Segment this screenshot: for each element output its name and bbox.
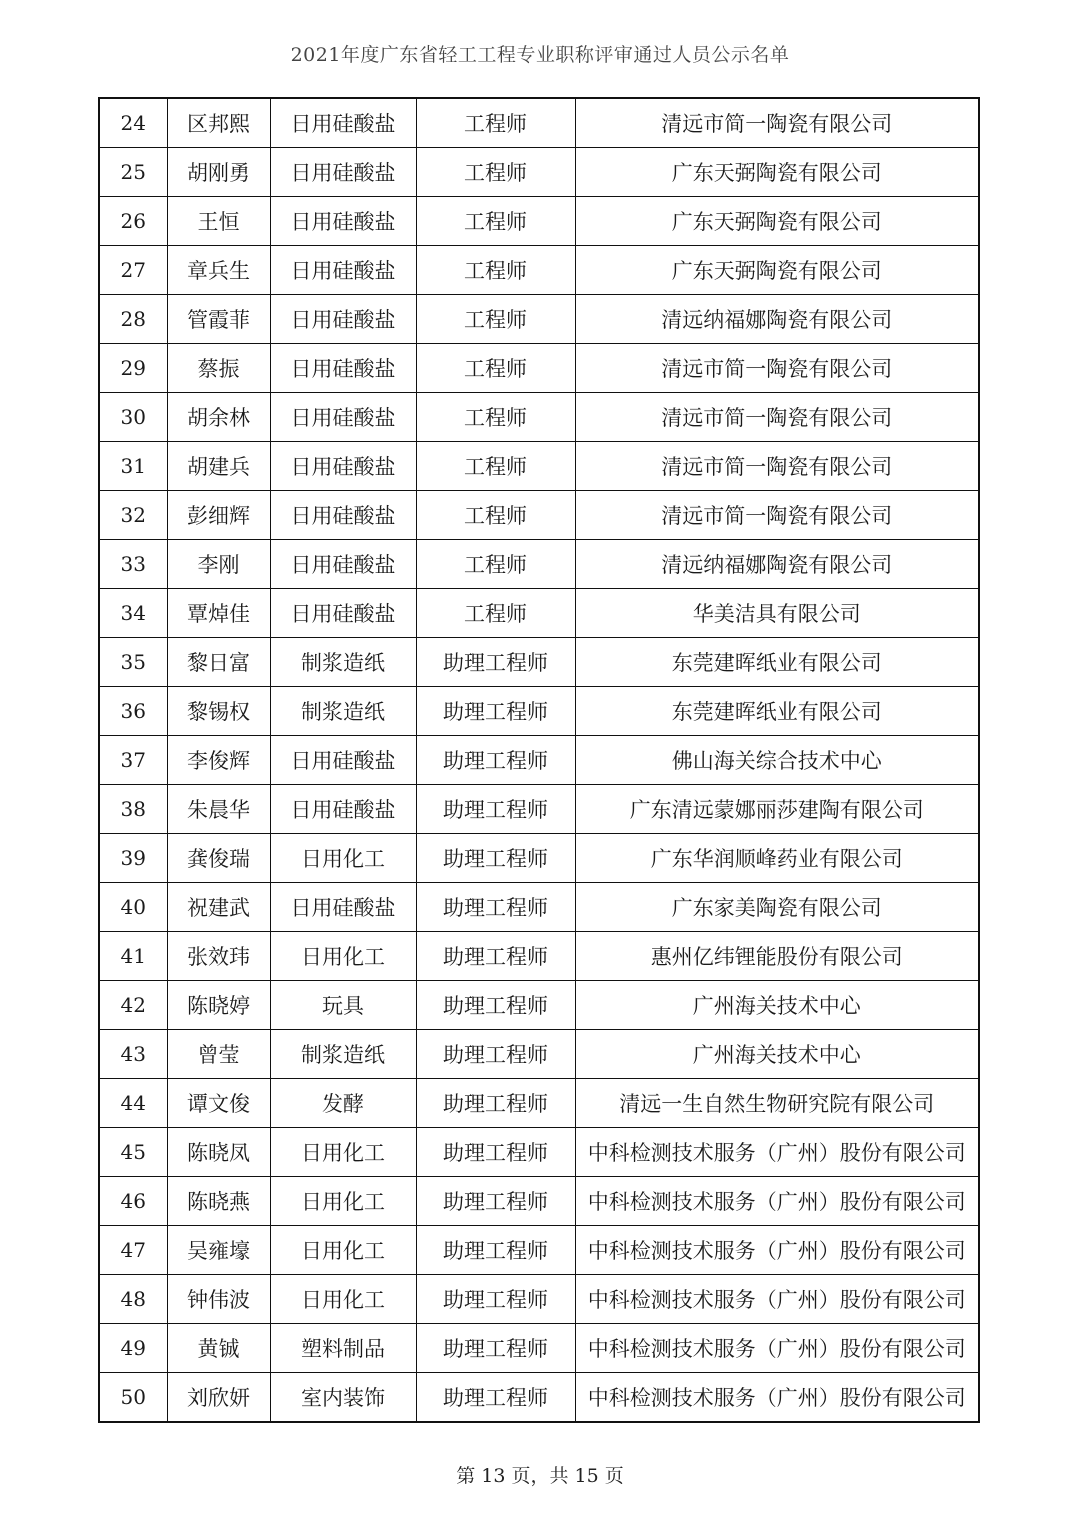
person-name-cell: 蔡振 <box>167 344 270 393</box>
person-name-cell: 胡建兵 <box>167 442 270 491</box>
qualification-title-cell: 助理工程师 <box>416 1373 575 1423</box>
qualification-title-cell: 助理工程师 <box>416 1079 575 1128</box>
table-row <box>99 981 979 1030</box>
specialty-cell: 日用硅酸盐 <box>270 197 416 246</box>
organization-cell: 惠州亿纬锂能股份有限公司 <box>575 932 979 981</box>
person-name-cell: 胡余林 <box>167 393 270 442</box>
qualification-title-cell: 助理工程师 <box>416 638 575 687</box>
organization-cell: 中科检测技术服务（广州）股份有限公司 <box>575 1177 979 1226</box>
specialty-cell: 日用硅酸盐 <box>270 785 416 834</box>
person-name-cell: 黎日富 <box>167 638 270 687</box>
organization-cell: 中科检测技术服务（广州）股份有限公司 <box>575 1275 979 1324</box>
qualification-title-cell: 助理工程师 <box>416 981 575 1030</box>
organization-cell: 清远纳福娜陶瓷有限公司 <box>575 295 979 344</box>
qualification-title-cell: 工程师 <box>416 148 575 197</box>
specialty-cell: 日用硅酸盐 <box>270 98 416 148</box>
table-row <box>99 1226 979 1275</box>
person-name-cell: 祝建武 <box>167 883 270 932</box>
specialty-cell: 日用硅酸盐 <box>270 393 416 442</box>
organization-cell: 东莞建晖纸业有限公司 <box>575 687 979 736</box>
person-name-cell: 陈晓凤 <box>167 1128 270 1177</box>
table-row <box>99 589 979 638</box>
qualification-title-cell: 工程师 <box>416 442 575 491</box>
person-name-cell: 陈晓婷 <box>167 981 270 1030</box>
table-row <box>99 344 979 393</box>
table-row <box>99 785 979 834</box>
roster-table-container <box>98 97 980 1423</box>
organization-cell: 中科检测技术服务（广州）股份有限公司 <box>575 1324 979 1373</box>
table-row <box>99 932 979 981</box>
person-name-cell: 胡刚勇 <box>167 148 270 197</box>
qualification-title-cell: 工程师 <box>416 98 575 148</box>
specialty-cell: 日用化工 <box>270 1177 416 1226</box>
row-number-cell: 30 <box>99 393 167 442</box>
specialty-cell: 日用化工 <box>270 932 416 981</box>
table-row <box>99 491 979 540</box>
specialty-cell: 塑料制品 <box>270 1324 416 1373</box>
specialty-cell: 玩具 <box>270 981 416 1030</box>
row-number-cell: 49 <box>99 1324 167 1373</box>
table-row <box>99 883 979 932</box>
row-number-cell: 42 <box>99 981 167 1030</box>
table-row <box>99 98 979 148</box>
person-name-cell: 陈晓燕 <box>167 1177 270 1226</box>
row-number-cell: 32 <box>99 491 167 540</box>
organization-cell: 广州海关技术中心 <box>575 1030 979 1079</box>
person-name-cell: 黄铖 <box>167 1324 270 1373</box>
row-number-cell: 33 <box>99 540 167 589</box>
row-number-cell: 47 <box>99 1226 167 1275</box>
qualification-title-cell: 工程师 <box>416 393 575 442</box>
table-row <box>99 834 979 883</box>
person-name-cell: 管霞菲 <box>167 295 270 344</box>
row-number-cell: 27 <box>99 246 167 295</box>
row-number-cell: 45 <box>99 1128 167 1177</box>
person-name-cell: 朱晨华 <box>167 785 270 834</box>
qualification-title-cell: 助理工程师 <box>416 1275 575 1324</box>
qualification-title-cell: 工程师 <box>416 295 575 344</box>
qualification-title-cell: 工程师 <box>416 197 575 246</box>
organization-cell: 广东天弼陶瓷有限公司 <box>575 246 979 295</box>
organization-cell: 清远市简一陶瓷有限公司 <box>575 393 979 442</box>
row-number-cell: 41 <box>99 932 167 981</box>
person-name-cell: 谭文俊 <box>167 1079 270 1128</box>
organization-cell: 佛山海关综合技术中心 <box>575 736 979 785</box>
qualification-title-cell: 助理工程师 <box>416 1324 575 1373</box>
organization-cell: 广东家美陶瓷有限公司 <box>575 883 979 932</box>
table-row <box>99 1030 979 1079</box>
table-row <box>99 736 979 785</box>
organization-cell: 清远纳福娜陶瓷有限公司 <box>575 540 979 589</box>
table-row <box>99 1275 979 1324</box>
qualification-title-cell: 助理工程师 <box>416 687 575 736</box>
specialty-cell: 日用化工 <box>270 1275 416 1324</box>
specialty-cell: 日用硅酸盐 <box>270 442 416 491</box>
organization-cell: 中科检测技术服务（广州）股份有限公司 <box>575 1226 979 1275</box>
qualification-title-cell: 工程师 <box>416 344 575 393</box>
qualification-title-cell: 工程师 <box>416 540 575 589</box>
table-row <box>99 1079 979 1128</box>
organization-cell: 广州海关技术中心 <box>575 981 979 1030</box>
person-name-cell: 钟伟波 <box>167 1275 270 1324</box>
roster-table-body <box>99 98 979 1422</box>
row-number-cell: 26 <box>99 197 167 246</box>
specialty-cell: 日用硅酸盐 <box>270 344 416 393</box>
qualification-title-cell: 助理工程师 <box>416 1128 575 1177</box>
organization-cell: 清远市简一陶瓷有限公司 <box>575 98 979 148</box>
table-row <box>99 197 979 246</box>
specialty-cell: 日用硅酸盐 <box>270 295 416 344</box>
table-row <box>99 1128 979 1177</box>
qualification-title-cell: 助理工程师 <box>416 883 575 932</box>
organization-cell: 广东清远蒙娜丽莎建陶有限公司 <box>575 785 979 834</box>
specialty-cell: 制浆造纸 <box>270 638 416 687</box>
table-row <box>99 246 979 295</box>
qualification-title-cell: 助理工程师 <box>416 834 575 883</box>
row-number-cell: 35 <box>99 638 167 687</box>
qualification-title-cell: 助理工程师 <box>416 1030 575 1079</box>
row-number-cell: 36 <box>99 687 167 736</box>
specialty-cell: 日用化工 <box>270 1128 416 1177</box>
organization-cell: 中科检测技术服务（广州）股份有限公司 <box>575 1373 979 1423</box>
person-name-cell: 吴雍壕 <box>167 1226 270 1275</box>
specialty-cell: 日用硅酸盐 <box>270 491 416 540</box>
organization-cell: 华美洁具有限公司 <box>575 589 979 638</box>
specialty-cell: 日用化工 <box>270 1226 416 1275</box>
row-number-cell: 34 <box>99 589 167 638</box>
person-name-cell: 龚俊瑞 <box>167 834 270 883</box>
table-row <box>99 148 979 197</box>
row-number-cell: 39 <box>99 834 167 883</box>
person-name-cell: 区邦熙 <box>167 98 270 148</box>
person-name-cell: 李刚 <box>167 540 270 589</box>
table-row <box>99 638 979 687</box>
qualification-title-cell: 助理工程师 <box>416 1226 575 1275</box>
person-name-cell: 刘欣妍 <box>167 1373 270 1423</box>
specialty-cell: 室内装饰 <box>270 1373 416 1423</box>
organization-cell: 广东华润顺峰药业有限公司 <box>575 834 979 883</box>
row-number-cell: 40 <box>99 883 167 932</box>
row-number-cell: 29 <box>99 344 167 393</box>
qualification-title-cell: 助理工程师 <box>416 736 575 785</box>
person-name-cell: 李俊辉 <box>167 736 270 785</box>
organization-cell: 广东天弼陶瓷有限公司 <box>575 197 979 246</box>
organization-cell: 清远市简一陶瓷有限公司 <box>575 491 979 540</box>
organization-cell: 广东天弼陶瓷有限公司 <box>575 148 979 197</box>
specialty-cell: 日用硅酸盐 <box>270 246 416 295</box>
qualification-title-cell: 工程师 <box>416 246 575 295</box>
specialty-cell: 日用硅酸盐 <box>270 736 416 785</box>
row-number-cell: 44 <box>99 1079 167 1128</box>
specialty-cell: 日用硅酸盐 <box>270 540 416 589</box>
row-number-cell: 43 <box>99 1030 167 1079</box>
page-title: 2021年度广东省轻工工程专业职称评审通过人员公示名单 <box>290 44 790 66</box>
person-name-cell: 王恒 <box>167 197 270 246</box>
row-number-cell: 28 <box>99 295 167 344</box>
specialty-cell: 日用硅酸盐 <box>270 883 416 932</box>
row-number-cell: 50 <box>99 1373 167 1423</box>
page-number: 第 13 页，共 15 页 <box>456 1465 624 1487</box>
qualification-title-cell: 工程师 <box>416 491 575 540</box>
row-number-cell: 25 <box>99 148 167 197</box>
qualification-title-cell: 助理工程师 <box>416 785 575 834</box>
person-name-cell: 曾莹 <box>167 1030 270 1079</box>
row-number-cell: 38 <box>99 785 167 834</box>
qualification-title-cell: 助理工程师 <box>416 1177 575 1226</box>
table-row <box>99 540 979 589</box>
table-row <box>99 442 979 491</box>
person-name-cell: 覃焯佳 <box>167 589 270 638</box>
qualification-title-cell: 工程师 <box>416 589 575 638</box>
organization-cell: 清远市简一陶瓷有限公司 <box>575 442 979 491</box>
table-row <box>99 1324 979 1373</box>
table-row <box>99 1177 979 1226</box>
organization-cell: 清远市简一陶瓷有限公司 <box>575 344 979 393</box>
specialty-cell: 制浆造纸 <box>270 1030 416 1079</box>
organization-cell: 清远一生自然生物研究院有限公司 <box>575 1079 979 1128</box>
organization-cell: 东莞建晖纸业有限公司 <box>575 638 979 687</box>
table-row <box>99 295 979 344</box>
person-name-cell: 张效玮 <box>167 932 270 981</box>
organization-cell: 中科检测技术服务（广州）股份有限公司 <box>575 1128 979 1177</box>
specialty-cell: 发酵 <box>270 1079 416 1128</box>
specialty-cell: 日用化工 <box>270 834 416 883</box>
qualification-title-cell: 助理工程师 <box>416 932 575 981</box>
row-number-cell: 24 <box>99 98 167 148</box>
specialty-cell: 日用硅酸盐 <box>270 148 416 197</box>
table-row <box>99 393 979 442</box>
table-row <box>99 1373 979 1423</box>
row-number-cell: 31 <box>99 442 167 491</box>
person-name-cell: 黎锡权 <box>167 687 270 736</box>
person-name-cell: 章兵生 <box>167 246 270 295</box>
row-number-cell: 37 <box>99 736 167 785</box>
row-number-cell: 46 <box>99 1177 167 1226</box>
row-number-cell: 48 <box>99 1275 167 1324</box>
roster-table <box>98 97 980 1423</box>
specialty-cell: 日用硅酸盐 <box>270 589 416 638</box>
table-row <box>99 687 979 736</box>
specialty-cell: 制浆造纸 <box>270 687 416 736</box>
person-name-cell: 彭细辉 <box>167 491 270 540</box>
